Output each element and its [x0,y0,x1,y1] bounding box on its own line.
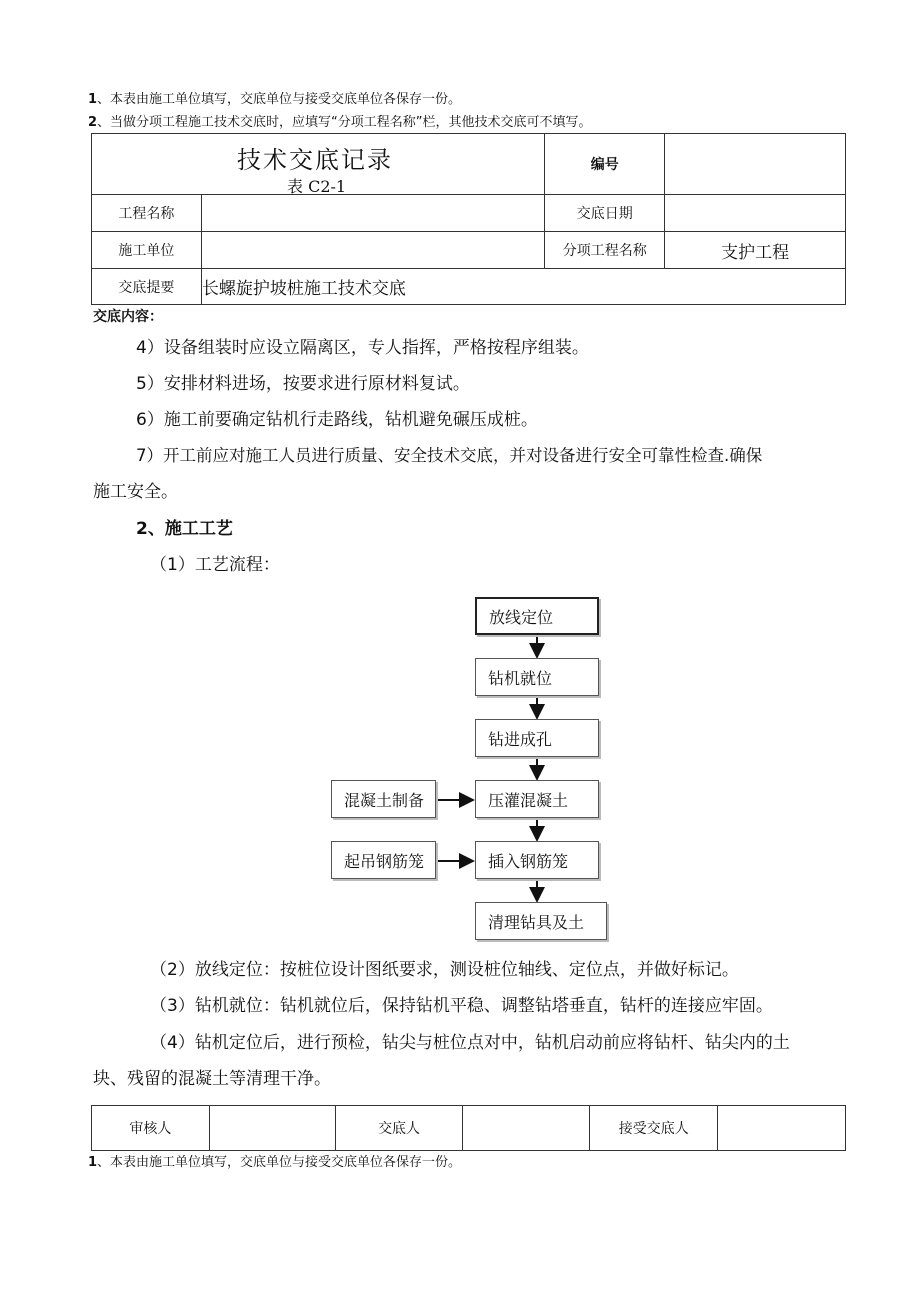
discloser-label: 交底人 [335,1106,463,1151]
para-item-4: 4）设备组装时应设立隔离区，专人指挥，严格按程序组装。 [136,338,589,358]
project-name-label: 工程名称 [92,195,202,232]
discloser-field[interactable] [463,1106,590,1151]
sub-project-field[interactable]: 支护工程 [665,232,846,269]
note-2-text: 、当做分项工程施工技术交底时，应填写“分项工程名称”栏，其他技术交底可不填写。 [97,115,592,130]
content-label: 交底内容： [93,309,163,325]
para-item-6: 6）施工前要确定钻机行走路线，钻机避免碾压成桩。 [136,410,538,430]
subitem-4-line-2: 块、残留的混凝土等清理干净。 [93,1069,331,1089]
flow-step-3: 钻进成孔 [475,719,599,757]
receiver-label: 接受交底人 [590,1106,718,1151]
flow-step-2: 钻机就位 [475,658,599,696]
flow-input-cage: 起吊钢筋笼 [331,841,436,879]
reviewer-label: 审核人 [92,1106,210,1151]
flow-step-4: 压灌混凝土 [475,780,599,818]
construction-unit-label: 施工单位 [92,232,202,269]
flow-input-concrete: 混凝土制备 [331,780,436,818]
flow-step-1: 放线定位 [475,597,599,635]
bottom-note-1-text: 、本表由施工单位填写，交底单位与接受交底单位各保存一份。 [97,1155,462,1170]
summary-field[interactable]: 长螺旋护坡桩施工技术交底 [201,269,845,305]
subitem-2: （2）放线定位：按桩位设计图纸要求，测设桩位轴线、定位点，并做好标记。 [150,960,739,980]
para-item-7-line-2: 施工安全。 [93,482,178,502]
subitem-3: （3）钻机就位：钻机就位后，保持钻机平稳、调整钻塔垂直，钻杆的连接应牢固。 [150,996,773,1016]
flow-step-5: 插入钢筋笼 [475,841,599,879]
subheading-flow: （1）工艺流程： [150,555,280,575]
page-title: 技术交底记录 [237,146,393,174]
summary-label: 交底提要 [92,269,202,305]
para-item-7-line-1: 7）开工前应对施工人员进行质量、安全技术交底，并对设备进行安全可靠性检查.确保 [136,446,763,465]
bottom-note-1 [88,1155,461,1171]
bottom-note-1-number: 1 [88,1155,98,1170]
reviewer-field[interactable] [209,1106,335,1151]
handover-date-label: 交底日期 [545,195,665,232]
form-number: 表 C2-1 [287,177,347,196]
subitem-4-line-1: （4）钻机定位后，进行预检，钻尖与桩位点对中，钻机启动前应将钻杆、钻尖内的土 [150,1033,790,1053]
sub-project-label: 分项工程名称 [545,232,665,269]
flow-step-6: 清理钻具及土 [475,902,607,940]
section-heading-process: 2、施工工艺 [136,519,233,539]
signature-table [91,1105,846,1151]
receiver-field[interactable] [718,1106,846,1151]
note-1-number: 1 [88,92,98,107]
note-2-number: 2 [88,115,98,130]
number-label: 编号 [545,134,665,195]
note-1-text: 、本表由施工单位填写，交底单位与接受交底单位各保存一份。 [97,92,462,107]
para-item-5: 5）安排材料进场，按要求进行原材料复试。 [136,374,470,394]
